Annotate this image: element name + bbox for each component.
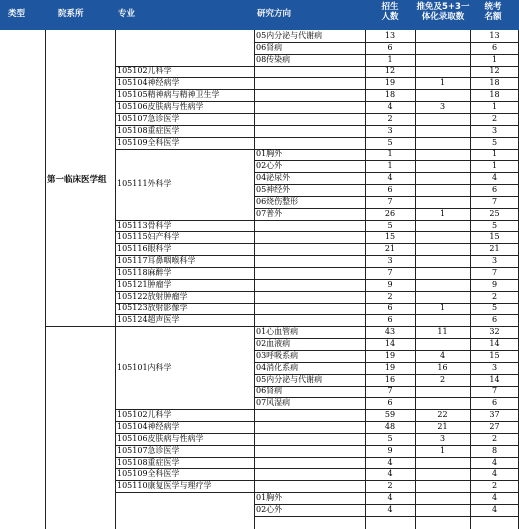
direction-name: 03呼吸系病	[256, 350, 299, 360]
enroll-count: 3	[387, 256, 393, 266]
enroll-count: 7	[387, 196, 393, 206]
enroll-count: 13	[384, 30, 396, 40]
exam-quota: 25	[489, 208, 500, 218]
major-name: 105111外科学	[117, 179, 172, 189]
exam-quota: 1	[491, 161, 498, 171]
major-name: 105121肿瘤学	[117, 279, 172, 289]
major-name: 105101内科学	[117, 362, 172, 372]
column-divider	[254, 30, 255, 529]
direction-name: 01胸外	[256, 149, 283, 159]
major-name: 105123放射影像学	[117, 303, 188, 313]
column-divider	[415, 30, 416, 529]
header-major: 专业	[118, 9, 136, 19]
exempt-count: 2	[439, 374, 446, 384]
header-category: 类型	[8, 9, 26, 19]
enroll-count: 4	[387, 469, 393, 479]
exam-quota: 5	[491, 220, 498, 230]
major-name: 105107急诊医学	[117, 113, 180, 123]
direction-name: 01胸外	[256, 493, 283, 503]
exam-quota: 14	[489, 374, 500, 384]
exempt-count: 1	[439, 78, 446, 88]
exam-quota: 13	[489, 30, 500, 40]
exam-quota: 7	[491, 267, 498, 277]
major-name: 105108重症医学	[117, 457, 180, 467]
major-name: 105118麻醉学	[117, 267, 172, 277]
exam-quota: 14	[489, 339, 500, 349]
major-name: 105122放射肿瘤学	[117, 291, 188, 301]
exam-quota: 6	[491, 398, 498, 408]
direction-name: 05内分泌与代谢病	[256, 374, 323, 384]
exam-quota: 7	[491, 196, 498, 206]
direction-name: 02心外	[256, 504, 283, 514]
exam-quota: 18	[489, 78, 500, 88]
direction-name: 04消化系病	[256, 362, 299, 372]
enroll-count: 43	[384, 327, 396, 337]
enroll-count: 6	[387, 303, 393, 313]
exam-quota: 9	[491, 279, 498, 289]
direction-name: 08传染病	[256, 54, 291, 64]
column-divider	[470, 30, 471, 529]
enroll-count: 7	[387, 267, 393, 277]
exam-quota: 6	[491, 42, 498, 52]
direction-name: 06肾病	[256, 386, 283, 396]
major-name: 105113骨科学	[117, 220, 172, 230]
enroll-count: 5	[387, 220, 393, 230]
enroll-count: 4	[387, 493, 393, 503]
exam-quota: 8	[491, 445, 498, 455]
exam-quota: 1	[491, 149, 498, 159]
group-label: 第一临床医学组	[47, 175, 107, 186]
enroll-count: 48	[384, 421, 396, 431]
direction-name: 06烧伤整形	[256, 196, 299, 206]
column-divider	[365, 30, 366, 529]
major-name: 105110康复医学与理疗学	[117, 481, 212, 491]
direction-name: 04泌尿外	[256, 173, 291, 183]
exam-quota: 27	[489, 421, 500, 431]
header-direction: 研究方向	[257, 9, 292, 19]
exempt-count: 3	[439, 102, 446, 112]
enroll-count: 4	[387, 504, 393, 514]
enroll-count: 4	[387, 457, 393, 467]
enroll-count: 6	[387, 315, 393, 325]
exam-quota: 5	[491, 137, 498, 147]
major-name: 105124超声医学	[117, 315, 180, 325]
enroll-count: 2	[387, 291, 393, 301]
exam-quota: 37	[489, 410, 500, 420]
enroll-count: 7	[387, 386, 393, 396]
major-name: 105106皮肤病与性病学	[117, 102, 204, 112]
exam-quota: 4	[491, 173, 498, 183]
exempt-count: 1	[439, 208, 446, 218]
enroll-count: 9	[387, 279, 393, 289]
enroll-count: 19	[384, 78, 396, 88]
enroll-count: 4	[387, 102, 393, 112]
exam-quota: 5	[491, 303, 498, 313]
major-name: 105102儿科学	[117, 66, 172, 76]
major-name: 105109全科医学	[117, 469, 180, 479]
direction-name: 01心血管病	[256, 327, 299, 337]
enroll-count: 59	[384, 410, 396, 420]
enroll-count: 2	[387, 113, 393, 123]
exam-quota: 4	[491, 469, 498, 479]
exam-quota: 2	[491, 481, 498, 491]
header-exam: 统考 名额	[484, 2, 502, 22]
major-name: 105104神经病学	[117, 421, 180, 431]
row-divider	[254, 516, 519, 517]
enroll-count: 19	[384, 362, 396, 372]
exempt-count: 1	[439, 303, 446, 313]
major-name: 105105精神病与精神卫生学	[117, 90, 220, 100]
column-divider	[115, 30, 116, 529]
exempt-count: 1	[439, 445, 446, 455]
exam-quota: 2	[491, 291, 498, 301]
enroll-count: 2	[387, 481, 393, 491]
major-name: 105102儿科学	[117, 410, 172, 420]
major-name: 105104神经病学	[117, 78, 180, 88]
exam-quota: 3	[491, 256, 498, 266]
exam-quota: 6	[491, 184, 498, 194]
exam-quota: 4	[491, 457, 498, 467]
header-exempt: 推免及5+3一 体化录取数	[416, 2, 470, 22]
enroll-count: 21	[384, 244, 396, 254]
enroll-count: 18	[384, 90, 396, 100]
enroll-count: 5	[387, 433, 393, 443]
exam-quota: 15	[489, 232, 500, 242]
exempt-count: 3	[439, 433, 446, 443]
direction-name: 07普外	[256, 208, 283, 218]
exam-quota: 4	[491, 504, 498, 514]
direction-name: 02心外	[256, 161, 283, 171]
exempt-count: 22	[437, 410, 448, 420]
enroll-count: 9	[387, 445, 393, 455]
exam-quota: 2	[491, 113, 498, 123]
enroll-count: 16	[384, 374, 396, 384]
enroll-count: 26	[384, 208, 396, 218]
exam-quota: 1	[491, 54, 498, 64]
header-enroll: 招生 人数	[381, 2, 399, 22]
header-department: 院系所	[58, 9, 84, 19]
exempt-count: 4	[439, 350, 446, 360]
major-name: 105115妇产科学	[117, 232, 180, 242]
major-name: 105117耳鼻咽喉科学	[117, 256, 196, 266]
major-name: 105109全科医学	[117, 137, 180, 147]
direction-name: 07风湿病	[256, 398, 291, 408]
exam-quota: 1	[491, 102, 498, 112]
exam-quota: 4	[491, 493, 498, 503]
exam-quota: 21	[489, 244, 500, 254]
major-name: 105108重症医学	[117, 125, 180, 135]
enroll-count: 14	[384, 339, 396, 349]
enroll-count: 15	[384, 232, 396, 242]
enroll-count: 1	[387, 54, 393, 64]
direction-name: 05内分泌与代谢病	[256, 30, 323, 40]
major-name: 105116眼科学	[117, 244, 172, 254]
direction-name: 06肾病	[256, 42, 283, 52]
exam-quota: 12	[489, 66, 500, 76]
enroll-count: 6	[387, 398, 393, 408]
exam-quota: 6	[491, 315, 498, 325]
exam-quota: 3	[491, 125, 498, 135]
exam-quota: 15	[489, 350, 500, 360]
exam-quota: 7	[491, 386, 498, 396]
exam-quota: 2	[491, 433, 498, 443]
direction-name: 02血液病	[256, 339, 291, 349]
exempt-count: 21	[437, 421, 448, 431]
enroll-count: 12	[384, 66, 396, 76]
enroll-count: 3	[387, 125, 393, 135]
enroll-count: 5	[387, 137, 393, 147]
exempt-count: 11	[437, 327, 448, 337]
enroll-count: 1	[387, 149, 393, 159]
exempt-count: 16	[437, 362, 448, 372]
exam-quota: 3	[491, 362, 498, 372]
column-divider	[45, 30, 46, 529]
major-name: 105107急诊医学	[117, 445, 180, 455]
enroll-count: 6	[387, 42, 393, 52]
enroll-count: 19	[384, 350, 396, 360]
enroll-count: 4	[387, 173, 393, 183]
direction-name: 05神经外	[256, 184, 291, 194]
enroll-count: 1	[387, 161, 393, 171]
enroll-count: 6	[387, 184, 393, 194]
exam-quota: 32	[489, 327, 500, 337]
major-name: 105106皮肤病与性病学	[117, 433, 204, 443]
exam-quota: 18	[489, 90, 500, 100]
